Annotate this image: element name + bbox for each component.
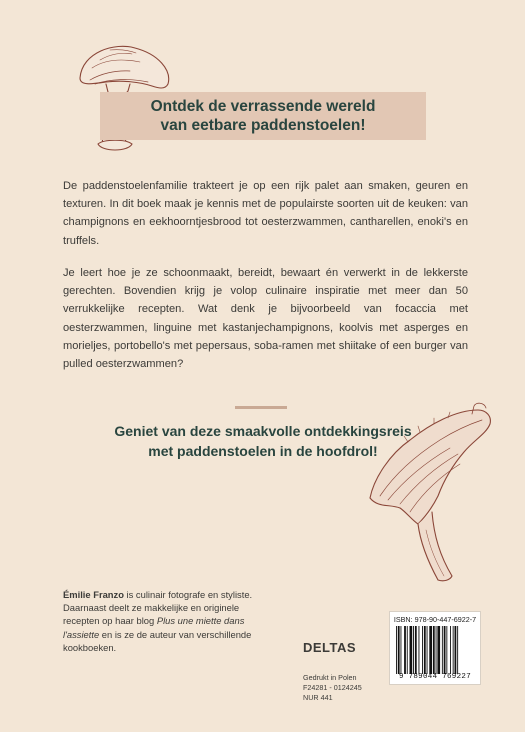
isbn-label: ISBN: 978-90-447-6922-7 bbox=[393, 615, 477, 624]
headline-line-2: van eetbare paddenstoelen! bbox=[160, 117, 366, 134]
tagline-line-1: Geniet van deze smaakvolle ontdekkingsreis bbox=[114, 423, 412, 439]
section-divider bbox=[235, 406, 287, 409]
author-bio-text-2: en is ze de auteur van verschillende kookboeken. bbox=[63, 628, 252, 653]
isbn-barcode-box bbox=[389, 611, 481, 685]
author-bio bbox=[63, 588, 263, 654]
print-info-nur: NUR 441 bbox=[303, 693, 333, 703]
author-bio-text-1: is culinair fotografe en styliste. Daarnaast deelt ze makkelijke en originele recepten op haar blog bbox=[63, 589, 253, 627]
publisher-logo: DELTAS bbox=[303, 640, 357, 655]
headline-line-1: Ontdek de verrassende wereld bbox=[150, 98, 376, 115]
description-paragraph-1: De paddenstoelenfamilie trakteert je op een rijk palet aan smaken, geuren en texturen. In dit boek maak je kennis met de populairste soorten uit de keuken: van champignons en eekhoorntjesbrood tot oesterzwammen, cantharellen, enoki's en truffels. bbox=[63, 180, 468, 247]
description-paragraph-2: Je leert hoe je ze schoonmaakt, bereidt, bewaart én verwerkt in de lekkerste gerechten. Bovendien krijg je volop culinaire inspiratie met meer dan 50 verrukkelijke recepten. Wat denk je bijvoorbeeld van focaccia met oesterzwammen, linguine met kastanjechampignons, koolvis met asperges en morieljes, portobello's met pepersaus, soba-ramen met shiitake of een burger van pulled oesterzwammen? bbox=[63, 267, 468, 371]
author-name: Émilie Franzo bbox=[63, 589, 124, 600]
barcode-digits: 9 789044 769227 bbox=[398, 673, 471, 681]
chanterelle-icon bbox=[360, 380, 500, 585]
author-blog-name: Plus une miette dans l'assiette bbox=[63, 615, 245, 640]
print-info-country: Gedrukt in Polen bbox=[303, 673, 357, 682]
print-info bbox=[303, 673, 362, 704]
tagline-line-2: met paddenstoelen in de hoofdrol! bbox=[148, 443, 378, 459]
headline-banner bbox=[100, 92, 426, 140]
barcode-icon bbox=[394, 626, 476, 674]
print-info-code: F24281 - 0124245 bbox=[303, 683, 362, 693]
